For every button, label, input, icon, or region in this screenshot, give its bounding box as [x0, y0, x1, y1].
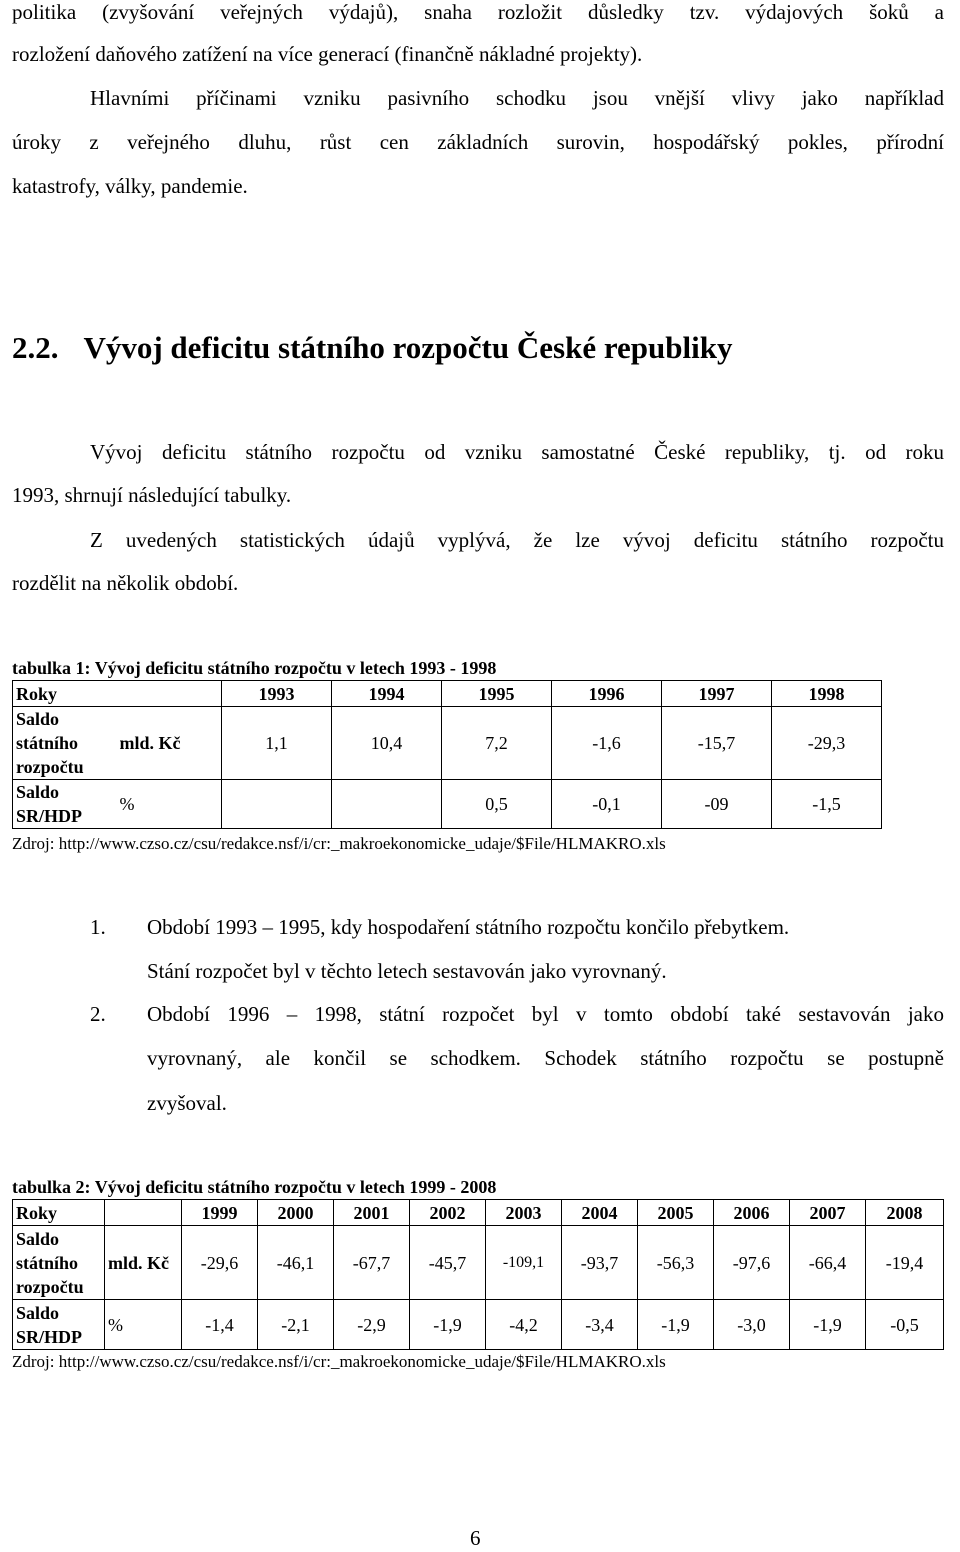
- table2-value: -3,4: [562, 1300, 638, 1350]
- intro-line-1: politika (zvyšování veřejných výdajů), snaha rozložit důsledky tzv. výdajových šoků a: [12, 0, 944, 24]
- table1-empty-cell: [222, 780, 332, 829]
- table1-value: -29,3: [772, 707, 882, 780]
- table1-value: -09: [662, 780, 772, 829]
- table2-header-label: Roky: [13, 1200, 105, 1226]
- table2-year: 1999: [182, 1200, 258, 1226]
- body-p2-line-2: rozdělit na několik období.: [12, 571, 239, 595]
- table2-value: -19,4: [866, 1226, 944, 1300]
- table1-value: 0,5: [442, 780, 552, 829]
- table2-value: -97,6: [714, 1226, 790, 1300]
- table2-value: -46,1: [258, 1226, 334, 1300]
- table1-header-spacer: [110, 681, 222, 707]
- table2-year: 2001: [334, 1200, 410, 1226]
- list-item-1-line-1: Období 1993 – 1995, kdy hospodaření státního rozpočtu končilo přebytkem.: [147, 915, 790, 939]
- table2-year: 2000: [258, 1200, 334, 1226]
- table2-row1-label: Saldo státního rozpočtu: [13, 1226, 105, 1300]
- list-item-2-line-2: vyrovnaný, ale končil se schodkem. Schodek státního rozpočtu se postupně: [147, 1046, 944, 1070]
- page-number: 6: [470, 1526, 481, 1550]
- list-item-2-line-1: Období 1996 – 1998, státní rozpočet byl v tomto období také sestavován jako: [147, 1002, 944, 1026]
- table2-value: -45,7: [410, 1226, 486, 1300]
- table2-year: 2006: [714, 1200, 790, 1226]
- body-p1-line-2: 1993, shrnují následující tabulky.: [12, 483, 292, 507]
- list-item-2-line-3: zvyšoval.: [147, 1091, 227, 1115]
- table2-value: -1,4: [182, 1300, 258, 1350]
- table1-year: 1997: [662, 681, 772, 707]
- table2-value: -66,4: [790, 1226, 866, 1300]
- table2-value: -29,6: [182, 1226, 258, 1300]
- table2: [12, 1199, 944, 1350]
- table2-row-saldo: [13, 1226, 944, 1300]
- table1-source: Zdroj: http://www.czso.cz/csu/redakce.nsf/i/cr:_makroekonomicke_udaje/$File/HLMAKRO.xls: [12, 834, 666, 853]
- table1-value: 10,4: [332, 707, 442, 780]
- table1-row-saldo: [13, 707, 882, 780]
- table2-value: -109,1: [486, 1226, 562, 1300]
- table1-year: 1998: [772, 681, 882, 707]
- table1-value: 1,1: [222, 707, 332, 780]
- table2-source: Zdroj: http://www.czso.cz/csu/redakce.nsf/i/cr:_makroekonomicke_udaje/$File/HLMAKRO.xls: [12, 1352, 666, 1371]
- section-heading: [12, 328, 732, 368]
- table2-value: -4,2: [486, 1300, 562, 1350]
- table2-year: 2007: [790, 1200, 866, 1226]
- table1-year: 1993: [222, 681, 332, 707]
- table1: [12, 680, 882, 829]
- table2-row-ratio: [13, 1300, 944, 1350]
- table2-year: 2008: [866, 1200, 944, 1226]
- table1-row-ratio: [13, 780, 882, 829]
- table2-value: -0,5: [866, 1300, 944, 1350]
- table1-value: -15,7: [662, 707, 772, 780]
- table1-year: 1995: [442, 681, 552, 707]
- table2-caption: tabulka 2: Vývoj deficitu státního rozpočtu v letech 1999 - 2008: [12, 1177, 497, 1197]
- table1-value: -0,1: [552, 780, 662, 829]
- table2-year: 2002: [410, 1200, 486, 1226]
- table2-value: -2,9: [334, 1300, 410, 1350]
- table2-value: -1,9: [410, 1300, 486, 1350]
- table2-row2-unit: %: [105, 1300, 182, 1350]
- table2-value: -1,9: [638, 1300, 714, 1350]
- list-number-2: 2.: [90, 1002, 106, 1026]
- table2-value: -56,3: [638, 1226, 714, 1300]
- table1-row2-label: Saldo SR/HDP: [13, 780, 110, 829]
- table1-row2-unit: %: [110, 780, 222, 829]
- list-item-1-line-2: Stání rozpočet byl v těchto letech sestavován jako vyrovnaný.: [147, 959, 667, 983]
- table2-header-spacer: [105, 1200, 182, 1226]
- table2-value: -93,7: [562, 1226, 638, 1300]
- intro-line-5: katastrofy, války, pandemie.: [12, 174, 248, 198]
- table1-row1-label: Saldo státního rozpočtu: [13, 707, 110, 780]
- table1-header-label: Roky: [13, 681, 110, 707]
- table2-value: -1,9: [790, 1300, 866, 1350]
- table2-row1-unit: mld. Kč: [105, 1226, 182, 1300]
- table1-year: 1996: [552, 681, 662, 707]
- table2-value: -3,0: [714, 1300, 790, 1350]
- table1-row1-unit: mld. Kč: [110, 707, 222, 780]
- table2-year: 2003: [486, 1200, 562, 1226]
- table1-header-row: [13, 681, 882, 707]
- intro-line-2: rozložení daňového zatížení na více generací (finančně nákladné projekty).: [12, 42, 643, 66]
- table2-header-row: [13, 1200, 944, 1226]
- section-title: Vývoj deficitu státního rozpočtu České republiky: [83, 330, 733, 365]
- table2-value: -67,7: [334, 1226, 410, 1300]
- table1-empty-cell: [332, 780, 442, 829]
- table1-value: 7,2: [442, 707, 552, 780]
- table1-year: 1994: [332, 681, 442, 707]
- intro-line-4: úroky z veřejného dluhu, růst cen základních surovin, hospodářský pokles, přírodní: [12, 130, 944, 154]
- body-p1-line-1: Vývoj deficitu státního rozpočtu od vzniku samostatné České republiky, tj. od roku: [90, 440, 944, 464]
- intro-line-3: Hlavními příčinami vzniku pasivního schodku jsou vnější vlivy jako například: [90, 86, 944, 110]
- table1-value: -1,6: [552, 707, 662, 780]
- table1-value: -1,5: [772, 780, 882, 829]
- section-number: 2.2.: [12, 330, 59, 365]
- table2-year: 2005: [638, 1200, 714, 1226]
- table2-year: 2004: [562, 1200, 638, 1226]
- list-number-1: 1.: [90, 915, 106, 939]
- body-p2-line-1: Z uvedených statistických údajů vyplývá, že lze vývoj deficitu státního rozpočtu: [90, 528, 944, 552]
- table1-caption: tabulka 1: Vývoj deficitu státního rozpočtu v letech 1993 - 1998: [12, 658, 497, 678]
- table2-value: -2,1: [258, 1300, 334, 1350]
- table2-row2-label: Saldo SR/HDP: [13, 1300, 105, 1350]
